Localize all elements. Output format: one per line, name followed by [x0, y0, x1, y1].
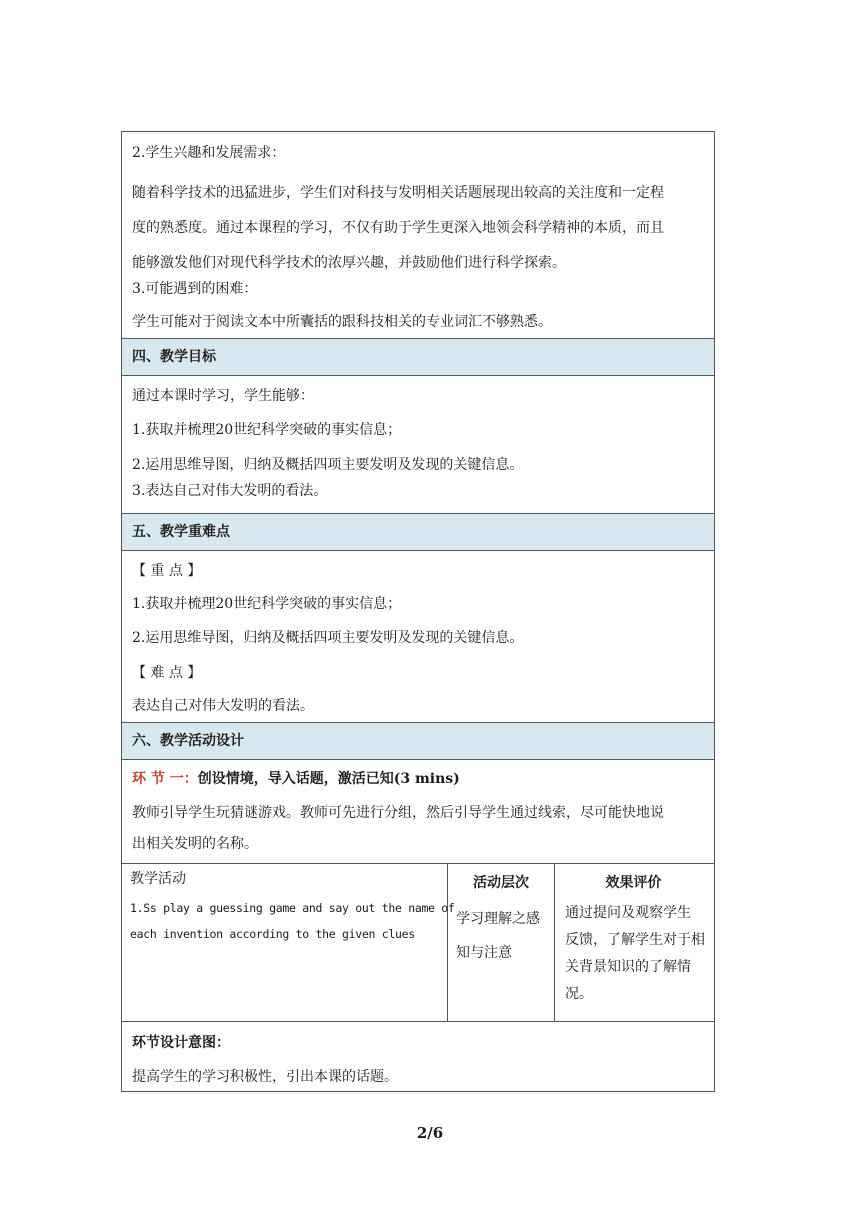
section-heading-activities: 六、教学活动设计 [122, 722, 714, 759]
step-one-heading [122, 770, 460, 788]
objective-item: 1.获取并梳理20世纪科学突破的事实信息； [132, 422, 402, 438]
activity-line: 1.Ss play a guessing game and say out the name of [130, 901, 455, 915]
objectives-intro: 通过本课时学习，学生能够： [132, 388, 314, 404]
paragraph-line: 出相关发明的名称。 [132, 836, 258, 852]
objectives-cell [122, 375, 714, 513]
step-label: 环 节 一： [132, 771, 198, 787]
section-heading-key-points: 五、教学重难点 [122, 513, 714, 550]
paragraph-line: 度的熟悉度。通过本课程的学习，不仅有助于学生更深入地领会科学精神的本质，而且 [132, 220, 664, 236]
paragraph-line: 随着科学技术的迅猛进步，学生们对科技与发明相关话题展现出较高的关注度和一定程 [132, 185, 664, 201]
objective-item: 2.运用思维导图，归纳及概括四项主要发明及发现的关键信息。 [132, 457, 524, 473]
learner-analysis-cell [122, 132, 714, 338]
evaluation-column [555, 864, 714, 1021]
paragraph-line: 能够激发他们对现代科学技术的浓厚兴趣，并鼓励他们进行科学探索。 [132, 255, 566, 271]
step-one-cell [122, 759, 714, 863]
evaluation-line: 反馈，了解学生对于相 [565, 932, 705, 948]
level-column [448, 864, 555, 1021]
objective-item: 3.表达自己对伟大发明的看法。 [132, 483, 328, 499]
evaluation-line: 通过提问及观察学生 [565, 905, 691, 921]
step-description [122, 798, 674, 860]
activity-table [122, 863, 714, 1021]
level-line: 学习理解之感 [456, 911, 540, 927]
activity-line: each invention according to the given clues [130, 927, 415, 941]
design-intent-label: 环节设计意图： [132, 1035, 230, 1051]
key-item: 1.获取并梳理20世纪科学突破的事实信息； [132, 596, 402, 612]
design-intent-text: 提高学生的学习积极性，引出本课的话题。 [132, 1069, 398, 1085]
evaluation-line: 关背景知识的了解情 [565, 959, 691, 975]
key-label: 【 重 点 】 [132, 563, 202, 579]
activity-text [130, 895, 455, 947]
activity-column [122, 864, 455, 1021]
level-header: 活动层次 [473, 875, 529, 891]
item2-title: 2.学生兴趣和发展需求： [132, 145, 286, 161]
difficulty-text: 表达自己对伟大发明的看法。 [132, 698, 314, 714]
difficulty-label: 【 难 点 】 [132, 665, 202, 681]
evaluation-line: 况。 [565, 986, 593, 1002]
evaluation-header: 效果评价 [605, 875, 662, 891]
activity-header: 教学活动 [130, 871, 186, 887]
page-number: 2/6 [416, 1124, 444, 1142]
item3-title: 3.可能遇到的困难： [132, 281, 258, 297]
level-line: 知与注意 [456, 945, 512, 961]
key-points-cell [122, 550, 714, 722]
step-title: 创设情境，导入话题，激活已知(3 mins) [197, 771, 460, 787]
key-item: 2.运用思维导图，归纳及概括四项主要发明及发现的关键信息。 [132, 630, 524, 646]
evaluation-text [565, 900, 714, 1008]
paragraph-line: 教师引导学生玩猜谜游戏。教师可先进行分组，然后引导学生通过线索，尽可能快地说 [132, 805, 664, 821]
design-intent-cell [122, 1021, 714, 1091]
lesson-plan-table [121, 131, 715, 1092]
section-heading-objectives: 四、教学目标 [122, 338, 714, 375]
item3-text: 学生可能对于阅读文本中所囊括的跟科技相关的专业词汇不够熟悉。 [132, 314, 552, 330]
level-text [456, 902, 554, 970]
item2-paragraph [122, 176, 674, 281]
